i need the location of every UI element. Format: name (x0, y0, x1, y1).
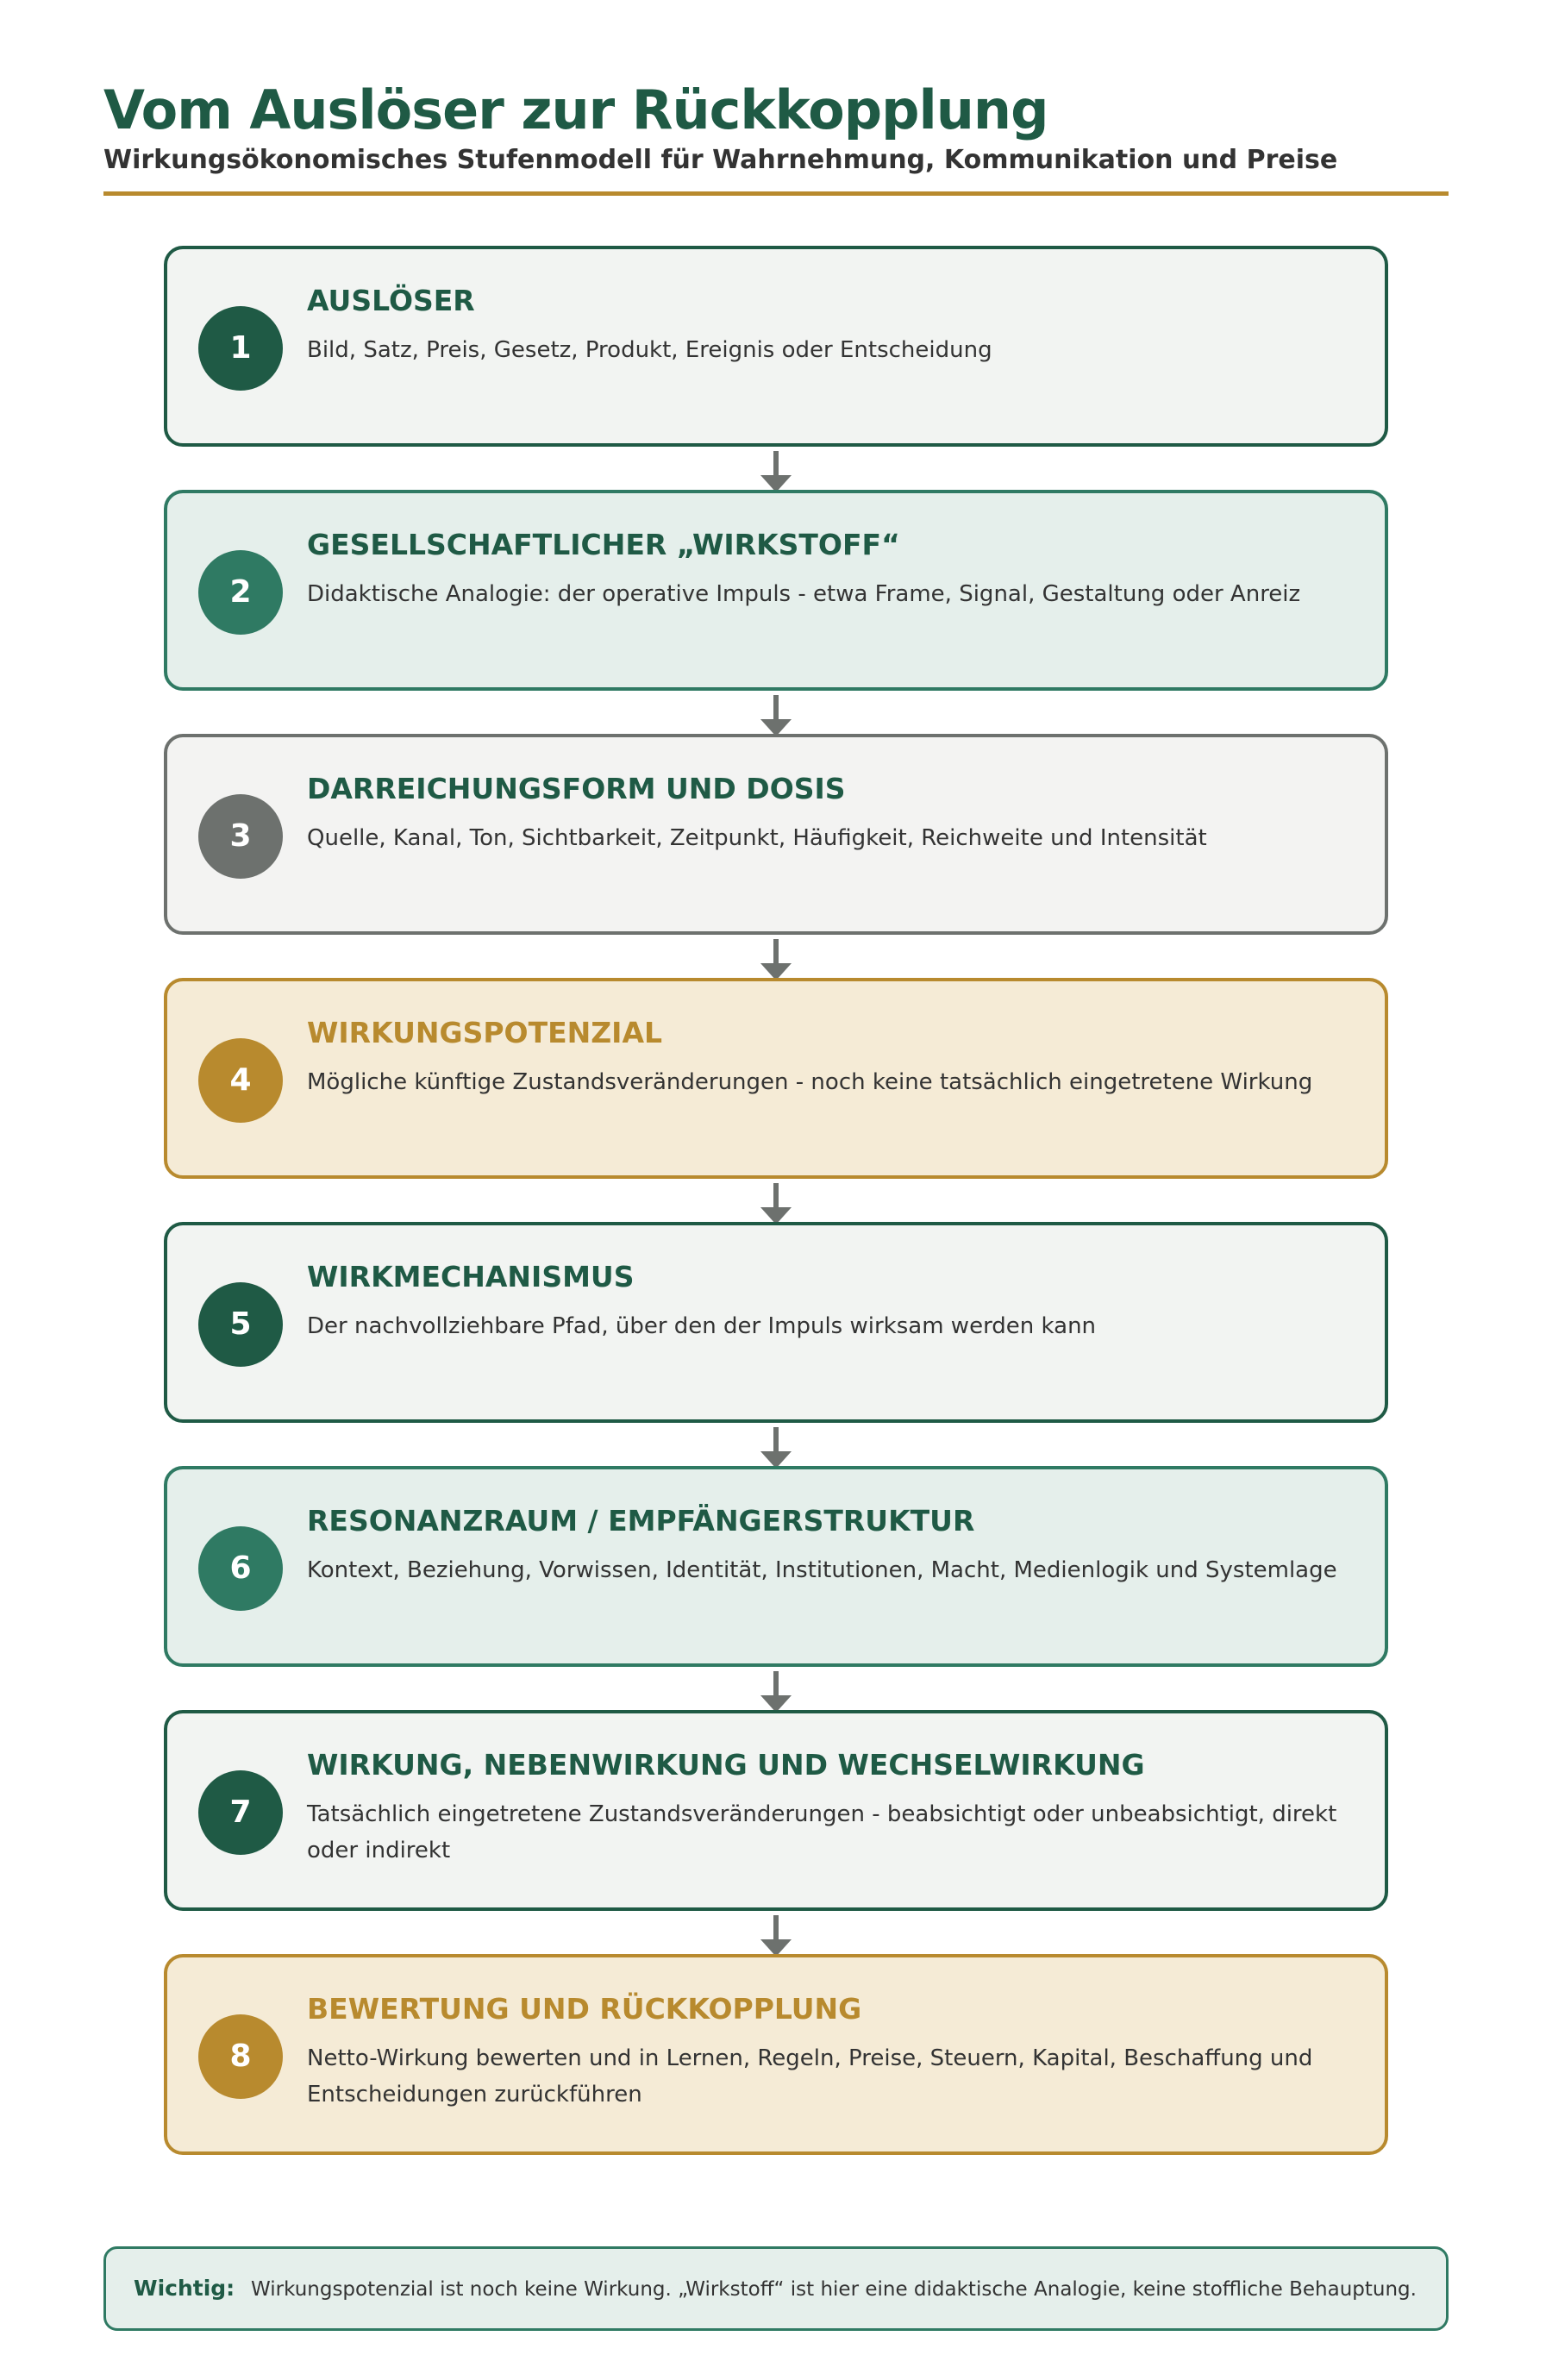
arrow-down-icon (766, 939, 786, 982)
step-number-badge: 7 (198, 1770, 283, 1855)
step-description: Kontext, Beziehung, Vorwissen, Identität, Institutionen, Macht, Medienlogik und Systemlage (307, 1557, 1337, 1583)
step-description: Bild, Satz, Preis, Gesetz, Produkt, Ereignis oder Entscheidung (307, 337, 992, 363)
step-description: Tatsächlich eingetretene Zustandsveränderungen - beabsichtigt oder unbeabsichtigt, direkt oder indirekt (307, 1801, 1337, 1863)
arrow-down-icon (766, 451, 786, 494)
arrow-down-icon (766, 1183, 786, 1226)
step-card-4 (164, 978, 1388, 1179)
step-title: WIRKMECHANISMUS (307, 1260, 635, 1293)
step-title: RESONANZRAUM / EMPFÄNGERSTRUKTUR (307, 1504, 975, 1538)
note-text: Wirkungspotenzial ist noch keine Wirkung. „Wirkstoff“ ist hier eine didaktische Analogie, keine stoffliche Behauptung. (251, 2278, 1417, 2301)
step-number-badge: 3 (198, 794, 283, 879)
step-card-3 (164, 734, 1388, 935)
page-title: Vom Auslöser zur Rückkopplung (103, 78, 1048, 141)
step-title: AUSLÖSER (307, 284, 475, 317)
arrow-down-icon (766, 1671, 786, 1714)
step-description: Quelle, Kanal, Ton, Sichtbarkeit, Zeitpunkt, Häufigkeit, Reichweite und Intensität (307, 825, 1207, 851)
step-number-badge: 4 (198, 1038, 283, 1123)
step-card-5 (164, 1222, 1388, 1423)
step-title: DARREICHUNGSFORM UND DOSIS (307, 772, 846, 805)
step-card-8 (164, 1954, 1388, 2155)
step-title: WIRKUNGSPOTENZIAL (307, 1016, 663, 1049)
step-title: WIRKUNG, NEBENWIRKUNG UND WECHSELWIRKUNG (307, 1748, 1145, 1782)
step-title: BEWERTUNG UND RÜCKKOPPLUNG (307, 1992, 862, 2026)
step-number-badge: 2 (198, 550, 283, 635)
step-description: Der nachvollziehbare Pfad, über den der Impuls wirksam werden kann (307, 1313, 1097, 1339)
step-card-7 (164, 1710, 1388, 1911)
step-number-badge: 8 (198, 2014, 283, 2099)
step-number-badge: 1 (198, 306, 283, 391)
step-title: GESELLSCHAFTLICHER „WIRKSTOFF“ (307, 528, 900, 561)
step-description: Netto-Wirkung bewerten und in Lernen, Regeln, Preise, Steuern, Kapital, Beschaffung und Entscheidungen zurückführen (307, 2045, 1313, 2108)
step-card-6 (164, 1466, 1388, 1667)
step-number-badge: 6 (198, 1526, 283, 1611)
important-note (103, 2246, 1449, 2331)
arrow-down-icon (766, 1915, 786, 1958)
step-card-2 (164, 490, 1388, 691)
step-number-badge: 5 (198, 1282, 283, 1367)
page-subtitle: Wirkungsökonomisches Stufenmodell für Wahrnehmung, Kommunikation und Preise (103, 145, 1338, 175)
arrow-down-icon (766, 1427, 786, 1470)
step-description: Didaktische Analogie: der operative Impuls - etwa Frame, Signal, Gestaltung oder Anreiz (307, 581, 1301, 607)
arrow-down-icon (766, 695, 786, 738)
step-card-1 (164, 246, 1388, 447)
note-label: Wichtig: (134, 2276, 235, 2301)
title-divider (103, 191, 1449, 196)
step-description: Mögliche künftige Zustandsveränderungen - noch keine tatsächlich eingetretene Wirkung (307, 1069, 1313, 1095)
